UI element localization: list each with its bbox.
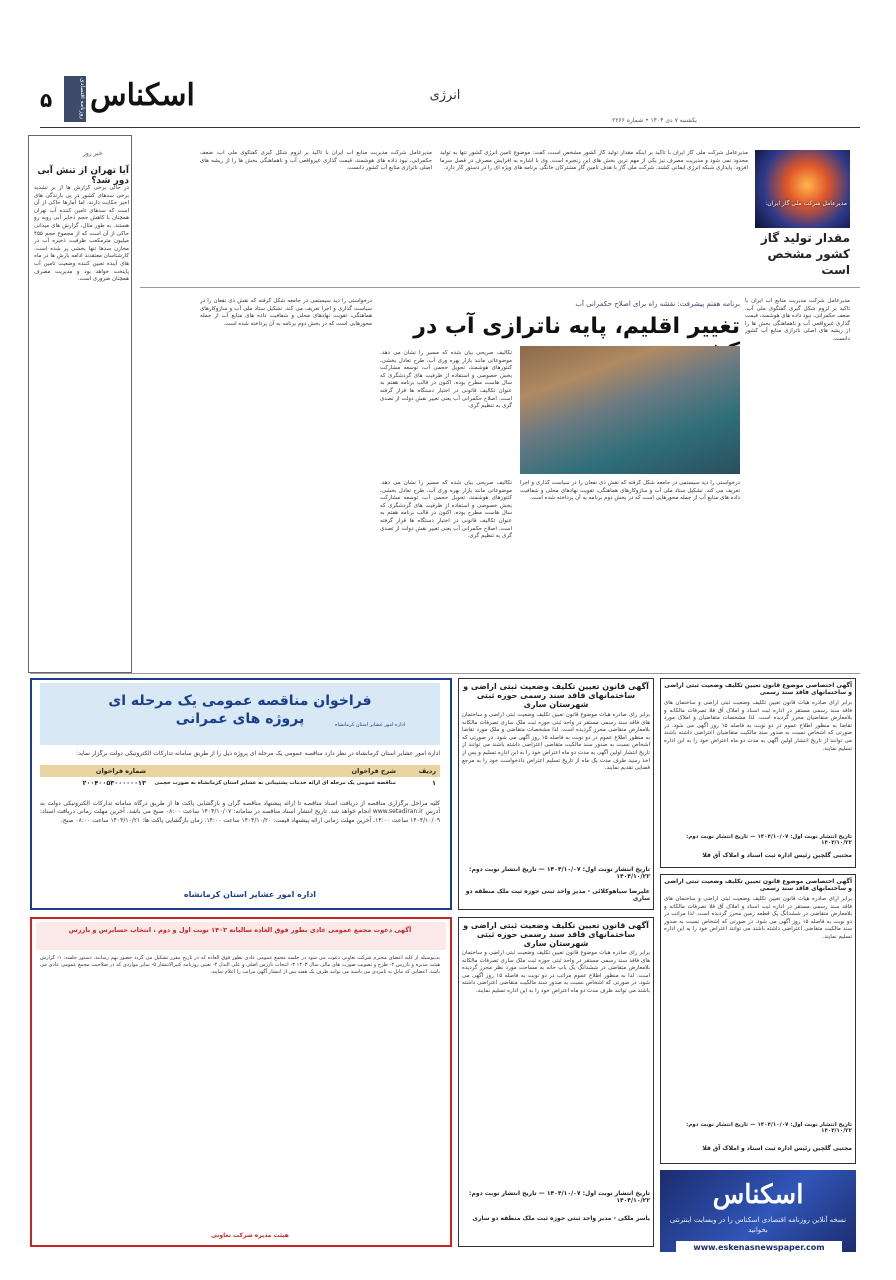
- ads-divider: [30, 673, 860, 674]
- tender-title[interactable]: فراخوان مناقصه عمومی یک مرحله ای پروژه های عمرانی: [108, 693, 372, 727]
- table-cell: ۱: [432, 779, 436, 787]
- table-cell: ۲۰۰۴۰۰۵۳۰۰۰۰۰۰۱۳: [82, 779, 146, 787]
- table-header: [40, 765, 440, 777]
- main-column-left: درخواستی را دید سیستمی در جامعه شکل گرفته که نقش ذی نفعان را در سیاست گذاری و اجرا تعریف می کند. تشکیل ستاد ملی آب و سازوکارهای هماهنگی، تقویت نهادهای محلی و شفافیت داده های منابع آب از جمله محورهایی است که در بخش دوم برنامه به آن پرداخته شده است.: [200, 298, 372, 327]
- main-column-beside-photo: تکالیف صریحی بیان شده که مسیر را نشان می دهد. موضوعاتی مانند بازار بهره وری آب، طرح تعادل بخشی، کنتورهای هوشمند، تحویل حجمی آب، توسعه مشارکت بخش خصوصی و استفاده از ظرفیت های گردشگری که سال هاست مطرح بوده، اکنون در قالب برنامه هفتم به عنوان تکالیف قانونی در اختیار دستگاه ها قرار گرفته است. اصلاح حکمرانی آب یعنی تغییر نقش دولت از تصدی گری به تنظیم گری.: [380, 350, 512, 410]
- legal-notice-signature: علیرضا سیاهوکلائی - مدیر واحد ثبتی حوزه ثبت ملک منطقه دو ساری: [465, 888, 650, 902]
- legal-notice-body: برابر رای صادره هیات موضوع قانون تعیین تکلیف وضعیت ثبتی اراضی و ساختمان های فاقد سند رسمی مستقر در واحد ثبتی حوزه ثبت ملک ساری تصرفات مالکانه بلامعارض متقاضی محرز گردیده است. لذا مشخصات متقاضی و ملک مورد تقاضا به منظور اطلاع عموم در دو نوبت به فاصله ۱۵ روز آگهی می شود. در صورتی که اشخاص نسبت به صدور سند مالکیت متقاضی اعتراضی داشته باشند می توانند از تاریخ انتشار اولین آگهی به مدت دو ماه اعتراض خود را به این اداره تسلیم و پس از اخذ رسید ظرف مدت یک ماه از تاریخ تسلیم اعتراض دادخواست خود را به مرجع قضایی تقدیم نمایند.: [462, 712, 650, 772]
- main-kicker: برنامه هفتم پیشرفت: نقشه راه برای اصلاح حکمرانی آب: [575, 300, 740, 308]
- legal-notice-body: برابر آرای صادره هیات قانون تعیین تکلیف وضعیت ثبتی اراضی و ساختمان های فاقد سند رسمی مستقر در اداره ثبت اسناد و املاک آق قلا تصرفات مالکانه و بلامعارض متقاضیان محرز گردیده است. لذا مشخصات متقاضیان و املاک مورد تقاضا به منظور اطلاع عموم در دو نوبت به فاصله ۱۵ روز آگهی می شود. در صورتی که اشخاص نسبت به صدور سند مالکیت متقاضیان اعتراضی داشته باشند می توانند از تاریخ انتشار اولین آگهی به مدت دو ماه اعتراض خود را به این اداره تسلیم نمایند.: [664, 700, 852, 752]
- table-cell: مناقصه عمومی یک مرحله ای ارائه خدمات پشتیبانی به عشایر استان کرمانشاه به صورت حجمی: [154, 780, 396, 786]
- page-number: ۵: [40, 88, 53, 112]
- assembly-notice-title[interactable]: آگهی دعوت مجمع عمومی عادی بطور فوق العاده سالیانه ۱۴۰۳ نوبت اول و دوم ، انتخاب حسابرس و بازرس: [68, 926, 412, 934]
- dateline: یکشنبه ۷ دی ۱۴۰۴ • شماره ۲۲۶۶: [612, 117, 697, 124]
- legal-notice-body: برابر آرای صادره هیات قانون تعیین تکلیف وضعیت ثبتی اراضی و ساختمان های فاقد سند رسمی مستقر در اداره ثبت اسناد و املاک آق قلا تصرفات مالکانه و بلامعارض متقاضی در ششدانگ یک قطعه زمین محرز گردیده است. لذا مراتب در دو نوبت به فاصله ۱۵ روز آگهی می شود. در صورتی که اشخاص نسبت به صدور سند مالکیت متقاضی اعتراضی داشته باشند می توانند اعتراض خود را به این اداره تسلیم نمایند.: [664, 896, 852, 940]
- header-rule: [40, 127, 860, 128]
- legal-notice-dates: تاریخ انتشار نوبت اول: ۱۴۰۴/۱۰/۰۷ — تاریخ انتشار نوبت دوم: ۱۴۰۴/۱۰/۲۲: [686, 834, 852, 846]
- legal-notice-signature: یاسر ملکی - مدیر واحد ثبتی حوزه ثبت ملک منطقه دو ساری: [472, 1215, 650, 1222]
- legal-notice-title[interactable]: آگهی قانون تعیین تکلیف وضعیت ثبتی اراضی و ساختمانهای فاقد سند رسمی حوزه ثبتی شهرستان ساری: [463, 682, 649, 709]
- assembly-notice-footer: هیئت مدیره شرکت تعاونی: [211, 1232, 289, 1239]
- lead-subtitle: مدیرعامل شرکت ملی گاز ایران:: [765, 200, 847, 207]
- banner-logo: اسکناس: [712, 1180, 804, 1210]
- legal-notice-signature: مجتبی گلچین رئیس اداره ثبت اسناد و املاک آق قلا: [702, 1145, 852, 1152]
- main-photo: [520, 346, 740, 474]
- table-header-cell: شرح فراخوان: [351, 767, 396, 775]
- main-column-middle: تکالیف صریحی بیان شده که مسیر را نشان می دهد. موضوعاتی مانند بازار بهره وری آب، طرح تعادل بخشی، کنتورهای هوشمند، تحویل حجمی آب، توسعه مشارکت بخش خصوصی و استفاده از ظرفیت های گردشگری که سال هاست مطرح بوده، اکنون در قالب برنامه هفتم به عنوان تکالیف قانونی در اختیار دستگاه ها قرار گرفته است. اصلاح حکمرانی آب یعنی تغییر نقش دولت از تصدی گری به تنظیم گری.: [380, 480, 512, 540]
- side-title[interactable]: آیا تهران از تنش آبی دور شد؟: [37, 166, 129, 186]
- tender-body: کلیه مراحل برگزاری مناقصه از دریافت اسناد مناقصه تا ارائه پیشنهاد مناقصه گران و بازگشایی پاکت ها از طریق درگاه سامانه تدارکات الکترونیکی دولت به آدرس www.setadiran.ir انجام خواهد شد. تاریخ انتشار اسناد مناقصه در سامانه: ۱۴۰۴/۱۰/۰۷ ساعت ۰۸:۰۰ صبح می باشد. آخرین مهلت زمانی دریافت اسناد: ۱۴۰۴/۱۰/۰۹ ساعت ۱۴:۰۰. آخرین مهلت زمانی ارائه پیشنهاد قیمت: ۱۴۰۴/۱۰/۲۰ ساعت ۱۴:۰۰. زمان بازگشایی پاکت ها: ۱۴۰۴/۱۰/۲۱ ساعت ۰۸:۰۰ صبح.: [40, 800, 440, 824]
- lead-body: مدیرعامل شرکت ملی گاز ایران با تاکید بر اینکه مقدار تولید گاز کشور مشخص است، گفت: موضوع تامین انرژی کشور تنها به تولید محدود نمی شود و مدیریت مصرف نیز یکی از مهم ترین بخش های این زنجیره است. وی با اشاره به افزایش مصرف در فصل سرما افزود: پایداری شبکه انرژی ایمانی کشند. شرکت ملی گاز با هدف تامین گاز مشترکان خانگی برنامه های ویژه ای را در دستور کار دارد.: [440, 150, 748, 172]
- side-tag: خبر روز: [83, 150, 103, 157]
- legal-notice-dates: تاریخ انتشار نوبت اول: ۱۴۰۴/۱۰/۰۷ — تاریخ انتشار نوبت دوم: ۱۴۰۴/۱۰/۲۲: [469, 1190, 650, 1204]
- main-column-right: مدیرعامل شرکت مدیریت منابع آب ایران با تاکید بر لزوم شکل گیری گفتگوی ملی آب، ضعف حکمرانی، نبود داده های هوشمند، قیمت گذاری غیرواقعی آب و ناهماهنگی بخش ها را از ریشه های اصلی ناترازی منابع آب کشور دانست.: [745, 298, 850, 342]
- table-row: [40, 777, 440, 793]
- tender-table: [40, 765, 440, 795]
- banner-tagline: نسخه آنلاین روزنامه اقتصادی اسکناس را در وبسایت اینترنتی بخوانید: [669, 1216, 847, 1234]
- tender-intro: اداره امور عشایر استان کرمانشاه در نظر دارد مناقصه عمومی یک مرحله ای پروژه ذیل را از طریق سامانه تدارکات الکترونیکی دولت برگزار نماید:: [76, 750, 440, 757]
- lead-title[interactable]: مقدار تولید گاز کشور مشخص است: [760, 231, 850, 277]
- table-header-cell: شماره فراخوان: [95, 767, 146, 775]
- side-body: در حالی برخی گزارش ها از بر تشدید برخی سدهای کشور در پی بارندگی های اخیر حکایت دارند، اما آمارها حاکی از آن است که سدهای تامین کننده آب تهران همچنان با کاهش حجم ذخایر آبی روبه رو هستند. به طور مثال، گزارش های میدانی حاکی از آن است که از مجموع حجم ۴۵۵ میلیون مترمکعب ظرفیت ذخیره آب در مخازن سدها تنها بخشی پر شده است. کارشناسان معتقدند ادامه بارش ها در ماه های آینده تعیین کننده وضعیت تامین آب پایتخت خواهد بود و مدیریت مصرف همچنان ضروری است.: [34, 185, 129, 283]
- main-column-below-photo: درخواستی را دید سیستمی در جامعه شکل گرفته که نقش ذی نفعان را در سیاست گذاری و اجرا تعریف می کند. تشکیل ستاد ملی آب و سازوکارهای هماهنگی، تقویت نهادهای محلی و شفافیت داده های منابع آب از جمله محورهایی است که در بخش دوم برنامه به آن پرداخته شده است.: [520, 480, 740, 502]
- legal-notice-dates: تاریخ انتشار نوبت اول: ۱۴۰۴/۱۰/۰۷ — تاریخ انتشار نوبت دوم: ۱۴۰۴/۱۰/۲۲: [469, 866, 650, 880]
- table-header-cell: ردیف: [418, 767, 436, 775]
- main-title[interactable]: تغییر اقلیم، پایه ناترازی آب در: [413, 314, 740, 339]
- legal-notice-signature: مجتبی گلچین رئیس اداره ثبت اسناد و املاک آق قلا: [702, 852, 852, 859]
- legal-notice-title[interactable]: آگهی اختصاصی موضوع قانون تعیین تکلیف وضعیت ثبتی اراضی و ساختمانهای فاقد سند رسمی: [664, 682, 852, 696]
- assembly-notice-body: بدینوسیله از کلیه اعضای محترم شرکت تعاونی دعوت می شود در جلسه مجمع عمومی عادی بطور فوق العاده که در تاریخ مقرر تشکیل می گردد حضور بهم رسانند. دستور جلسه: ۱- گزارش هیئت مدیره و بازرس ۲- طرح و تصویب صورت های مالی سال ۱۴۰۳ ۳- انتخاب بازرس اصلی و علی البدل ۴- تعیین روزنامه کثیرالانتشار ۵- سایر مواردی که در صلاحیت مجمع عمومی عادی می باشد. اعضایی که مایل به نامزدی می باشند می توانند ظرف یک هفته پس از انتشار آگهی مراتب را اعلام نمایند.: [40, 955, 440, 975]
- divider: [140, 287, 860, 288]
- newspaper-logo[interactable]: اسکناس: [90, 78, 195, 113]
- lead-body-continued: مدیرعامل شرکت مدیریت منابع آب ایران با تاکید بر لزوم شکل گیری گفتگوی ملی آب، ضعف حکمرانی، نبود داده های هوشمند، قیمت گذاری غیرواقعی آب و ناهماهنگی بخش ها را از ریشه های اصلی ناترازی منابع آب کشور دانست.: [200, 150, 432, 172]
- tender-org-logo: اداره امور عشایر استان کرمانشاه: [334, 722, 406, 728]
- legal-notice-dates: تاریخ انتشار نوبت اول: ۱۴۰۴/۱۰/۰۷ — تاریخ انتشار نوبت دوم: ۱۴۰۴/۱۰/۲۲: [686, 1122, 852, 1134]
- legal-notice-title[interactable]: آگهی اختصاصی موضوع قانون تعیین تکلیف وضعیت ثبتی اراضی و ساختمانهای فاقد سند رسمی: [664, 878, 852, 892]
- section-title[interactable]: انرژی: [429, 88, 461, 103]
- page-strip: روزنامه اقتصادی: [64, 76, 86, 122]
- lead-photo: [755, 150, 850, 228]
- legal-notice-title[interactable]: آگهی قانون تعیین تکلیف وضعیت ثبتی اراضی و ساختمانهای فاقد سند رسمی حوزه ثبتی شهرستان ساری: [463, 921, 649, 948]
- banner-url-link[interactable]: www.eskenasnewspaper.com: [676, 1241, 842, 1254]
- tender-footer: اداره امور عشایر استان کرمانشاه: [183, 890, 317, 899]
- legal-notice-body: برابر رای صادره هیات موضوع قانون تعیین تکلیف وضعیت ثبتی اراضی و ساختمان های فاقد سند رسمی مستقر در واحد ثبتی حوزه ثبت ملک ساری تصرفات مالکانه بلامعارض متقاضی در ششدانگ یک باب خانه به مساحت مورد نظر محرز گردیده است. لذا به منظور اطلاع عموم مراتب در دو نوبت به فاصله ۱۵ روز آگهی می شود. در صورتی که اشخاص نسبت به صدور سند مالکیت متقاضی اعتراضی داشته باشند می توانند ظرف مدت دو ماه اعتراض خود را به این اداره تسلیم نمایند.: [462, 950, 650, 994]
